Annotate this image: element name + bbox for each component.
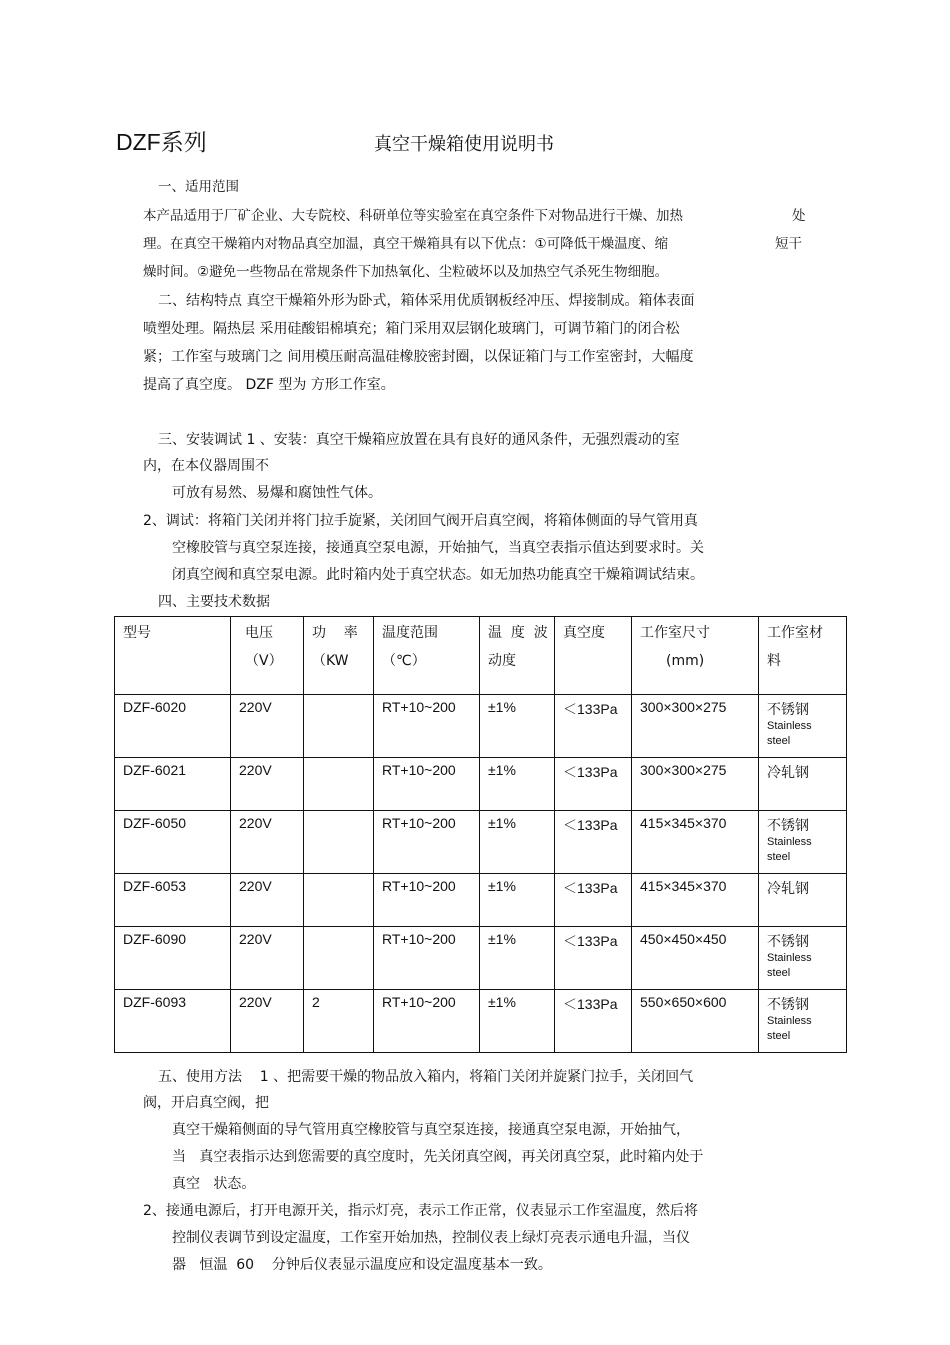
cell-power — [304, 811, 374, 874]
table-header-row — [115, 617, 847, 695]
cell-temp-fluctuation: ±1% — [480, 695, 555, 758]
section-2-line: 喷塑处理。隔热层 采用硅酸铝棉填充；箱门采用双层钢化玻璃门，可调节箱门的闭合松 — [143, 321, 680, 337]
cell-power — [304, 874, 374, 927]
table-row — [115, 874, 847, 927]
cell-voltage: 220V — [231, 811, 304, 874]
cell-power — [304, 695, 374, 758]
cell-model: DZF-6053 — [115, 874, 231, 927]
section-3-line: 2、调试：将箱门关闭并将门拉手旋紧，关闭回气阀开启真空阀，将箱体侧面的导气管用真 — [143, 513, 698, 529]
cell-model: DZF-6020 — [115, 695, 231, 758]
cell-material: 不锈钢 Stainless steel — [759, 695, 847, 758]
section-3-line: 空橡胶管与真空泵连接，接通真空泵电源，开始抽气，当真空表指示值达到要求时。关 — [172, 540, 704, 556]
table-row — [115, 990, 847, 1053]
cell-temp-fluctuation: ±1% — [480, 874, 555, 927]
section-2-line: 紧；工作室与玻璃门之 间用模压耐高温硅橡胶密封圈，以保证箱门与工作室密封，大幅度 — [143, 349, 694, 365]
cell-vacuum: ＜133Pa — [555, 695, 632, 758]
cell-temp-fluctuation: ±1% — [480, 990, 555, 1053]
cell-power — [304, 758, 374, 811]
section-3-line: 三、安装调试 1 、安装：真空干燥箱应放置在具有良好的通风条件，无强烈震动的室 — [158, 432, 680, 448]
cell-vacuum: ＜133Pa — [555, 874, 632, 927]
cell-model: DZF-6021 — [115, 758, 231, 811]
cell-material: 不锈钢 Stainless steel — [759, 927, 847, 990]
cell-temp-range: RT+10~200 — [374, 695, 480, 758]
table-row — [115, 811, 847, 874]
section-1-line: 本产品适用于厂矿企业、大专院校、科研单位等实验室在真空条件下对物品进行干燥、加热 — [143, 208, 683, 224]
spec-table — [114, 616, 847, 1053]
cell-chamber-size: 300×300×275 — [632, 758, 759, 811]
section-4-heading: 四、主要技术数据 — [158, 594, 270, 610]
section-3-line: 闭真空阀和真空泵电源。此时箱内处于真空状态。如无加热功能真空干燥箱调试结束。 — [172, 567, 704, 583]
cell-voltage: 220V — [231, 874, 304, 927]
section-1-line: 处 — [792, 208, 806, 224]
cell-temp-range: RT+10~200 — [374, 874, 480, 927]
section-3-line: 内，在本仪器周围不 — [143, 458, 269, 474]
header-cell-temp-fluctuation: 温 度 波 动度 — [480, 617, 555, 695]
header-cell-model: 型号 — [115, 617, 231, 695]
cell-model: DZF-6090 — [115, 927, 231, 990]
header-cell-vacuum: 真空度 — [555, 617, 632, 695]
cell-model: DZF-6093 — [115, 990, 231, 1053]
header-cell-chamber-size: 工作室尺寸 (mm) — [632, 617, 759, 695]
document-title: 真空干燥箱使用说明书 — [374, 134, 554, 155]
cell-vacuum: ＜133Pa — [555, 927, 632, 990]
section-5-line: 真空干燥箱侧面的导气管用真空橡胶管与真空泵连接，接通真空泵电源，开始抽气， — [172, 1122, 690, 1138]
cell-chamber-size: 415×345×370 — [632, 874, 759, 927]
table-row — [115, 758, 847, 811]
cell-temp-range: RT+10~200 — [374, 990, 480, 1053]
section-1-heading: 一、适用范围 — [158, 179, 239, 195]
cell-power: 2 — [304, 990, 374, 1053]
cell-material: 不锈钢 Stainless steel — [759, 990, 847, 1053]
cell-voltage: 220V — [231, 927, 304, 990]
cell-chamber-size: 450×450×450 — [632, 927, 759, 990]
cell-vacuum: ＜133Pa — [555, 811, 632, 874]
section-1-line: 理。在真空干燥箱内对物品真空加温，真空干燥箱具有以下优点：①可降低干燥温度、缩 — [143, 236, 669, 252]
cell-vacuum: ＜133Pa — [555, 758, 632, 811]
cell-chamber-size: 550×650×600 — [632, 990, 759, 1053]
cell-temp-range: RT+10~200 — [374, 758, 480, 811]
cell-material: 冷轧钢 — [759, 874, 847, 927]
section-2-line: 提高了真空度。 DZF 型为 方形工作室。 — [143, 377, 395, 393]
table-row — [115, 695, 847, 758]
cell-material: 冷轧钢 — [759, 758, 847, 811]
cell-model: DZF-6050 — [115, 811, 231, 874]
section-5-line: 五、使用方法 1 、把需要干燥的物品放入箱内，将箱门关闭并旋紧门拉手，关闭回气 — [158, 1069, 694, 1085]
cell-chamber-size: 300×300×275 — [632, 695, 759, 758]
cell-temp-range: RT+10~200 — [374, 811, 480, 874]
cell-power — [304, 927, 374, 990]
cell-chamber-size: 415×345×370 — [632, 811, 759, 874]
header-cell-material: 工作室材 料 — [759, 617, 847, 695]
section-5-line: 真空 状态。 — [172, 1176, 256, 1192]
cell-voltage: 220V — [231, 758, 304, 811]
cell-material: 不锈钢 Stainless steel — [759, 811, 847, 874]
header-cell-power: 功 率 （KW — [304, 617, 374, 695]
cell-vacuum: ＜133Pa — [555, 990, 632, 1053]
section-5-line: 阀，开启真空阀，把 — [143, 1095, 269, 1111]
table-row — [115, 927, 847, 990]
header-cell-temp-range: 温度范围 （℃） — [374, 617, 480, 695]
cell-voltage: 220V — [231, 695, 304, 758]
section-5-line: 当 真空表指示达到您需要的真空度时，先关闭真空阀，再关闭真空泵，此时箱内处于 — [172, 1149, 704, 1165]
section-5-line: 器 恒温 60 分钟后仪表显示温度应和设定温度基本一致。 — [172, 1257, 552, 1273]
header-cell-voltage: 电压 （V） — [231, 617, 304, 695]
cell-temp-fluctuation: ±1% — [480, 927, 555, 990]
section-5-line: 2、接通电源后，打开电源开关，指示灯亮，表示工作正常，仪表显示工作室温度，然后将 — [143, 1203, 698, 1219]
section-5-line: 控制仪表调节到设定温度，工作室开始加热，控制仪表上绿灯亮表示通电升温，当仪 — [172, 1230, 690, 1246]
cell-temp-fluctuation: ±1% — [480, 758, 555, 811]
cell-voltage: 220V — [231, 990, 304, 1053]
document-series: DZF系列 — [116, 129, 207, 155]
cell-temp-range: RT+10~200 — [374, 927, 480, 990]
section-1-line: 短干 — [775, 236, 802, 252]
section-2-line: 二、结构特点 真空干燥箱外形为卧式，箱体采用优质钢板经冲压、焊接制成。箱体表面 — [158, 293, 695, 309]
section-1-line: 燥时间。②避免一些物品在常规条件下加热氧化、尘粒破坏以及加热空气杀死生物细胞。 — [143, 264, 669, 280]
section-3-line: 可放有易然、易爆和腐蚀性气体。 — [172, 485, 382, 501]
cell-temp-fluctuation: ±1% — [480, 811, 555, 874]
